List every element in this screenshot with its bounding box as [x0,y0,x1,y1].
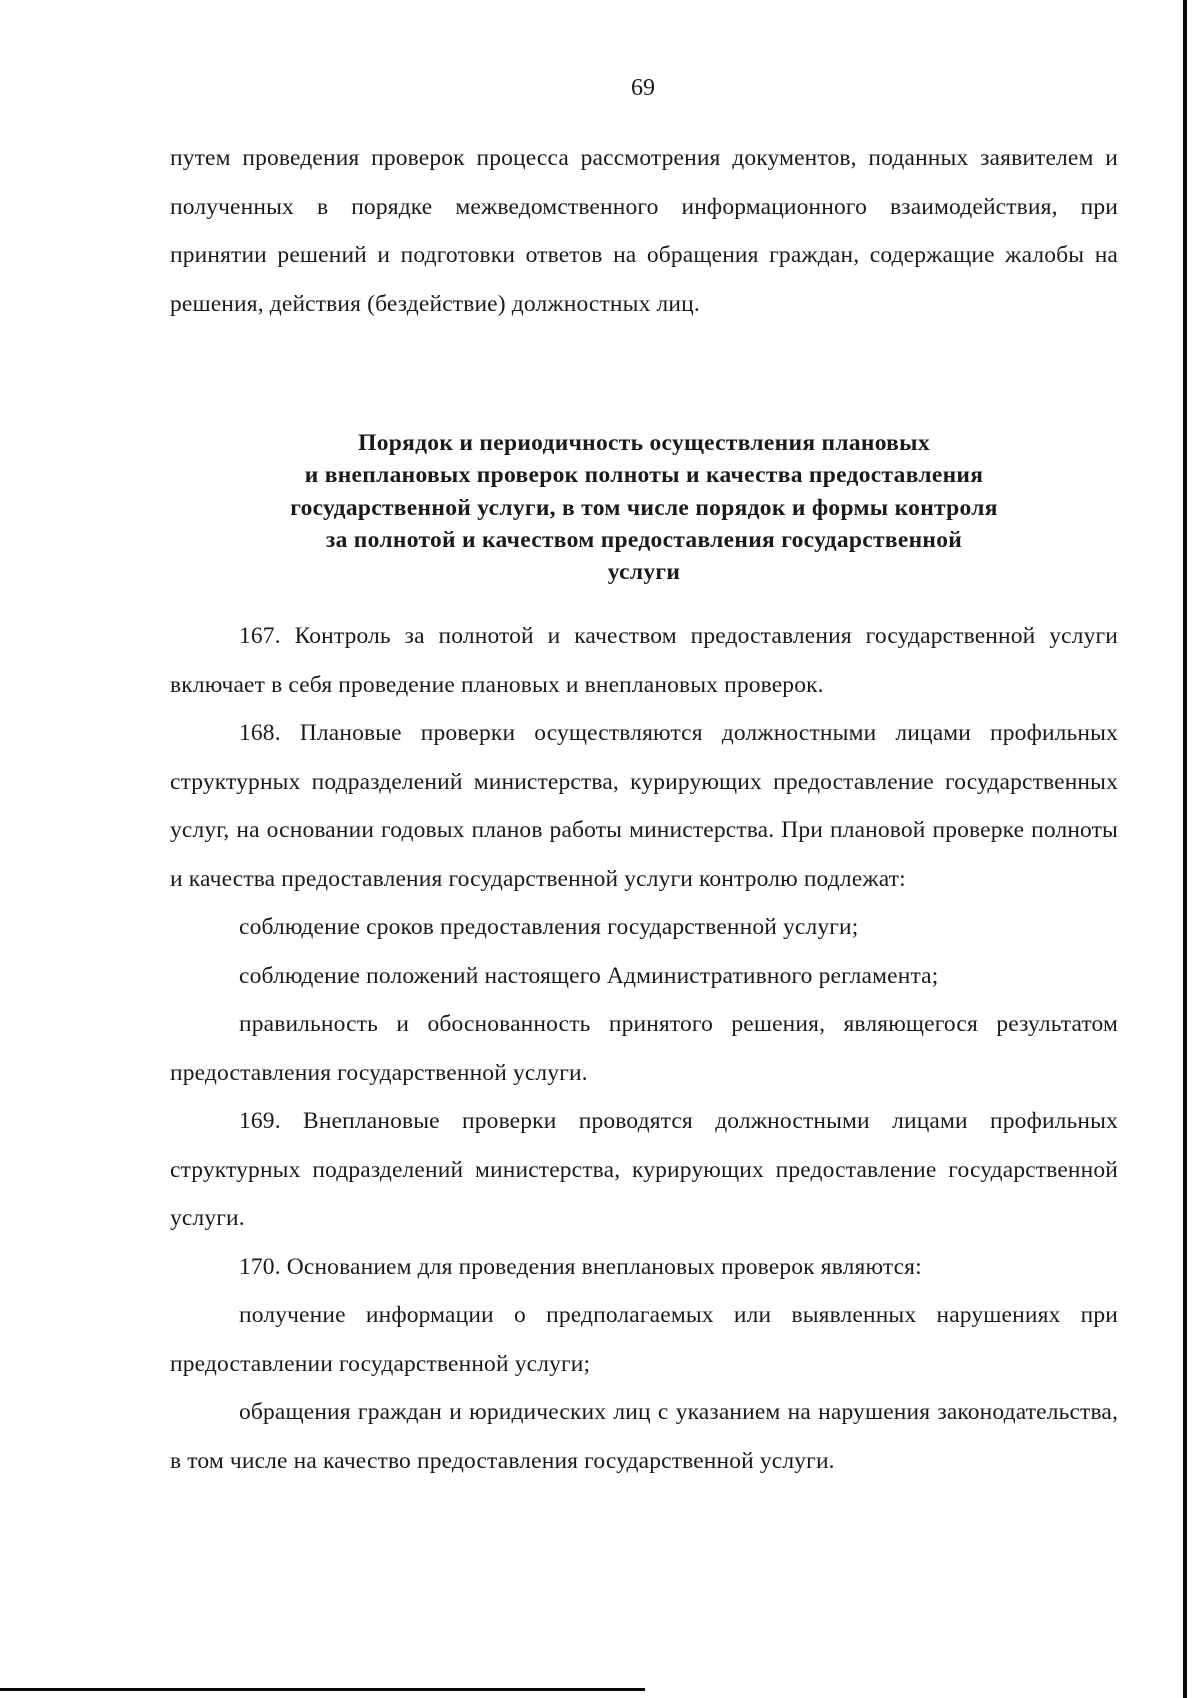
heading-line: и внеплановых проверок полноты и качества предоставления [304,462,984,489]
section-body [170,612,1118,1485]
heading-line: государственной услуги, в том числе порядок и формы контроля [290,494,998,521]
page-bottom-border [0,1688,645,1691]
paragraph-168: 168. Плановые проверки осуществляются должностными лицами профильных структурных подразделений министерства, курирующих предоставление государственных услуг, на основании годовых планов работы министерства. При плановой проверке полноты и качества предоставления государственной услуги контролю подлежат: [170,720,1118,892]
section-heading-text [170,427,1118,588]
page-right-border [1183,0,1187,1698]
list-item-regulation: соблюдение положений настоящего Административного регламента; [239,962,939,989]
intro-paragraph: путем проведения проверок процесса рассмотрения документов, поданных заявителем и полученных в порядке межведомственного информационного взаимодействия, при принятии решений и подготовки ответов на обращения граждан, содержащие жалобы на решения, действия (бездействие) должностных лиц. [170,145,1118,317]
page-number: 69 [631,75,655,101]
list-item-deadlines: соблюдение сроков предоставления государственной услуги; [239,914,859,940]
heading-line: Порядок и периодичность осуществления плановых [358,430,930,456]
paragraph-169: 169. Внеплановые проверки проводятся должностными лицами профильных структурных подразделений министерства, курирующих предоставление государственной услуги. [170,1108,1118,1231]
list-item-citizen-appeals: обращения граждан и юридических лиц с указанием на нарушения законодательства, в том числе на качество предоставления государственной услуги. [170,1399,1118,1474]
paragraph-170: 170. Основанием для проведения внеплановых проверок являются: [239,1253,922,1280]
intro-block [170,134,1118,328]
list-item-decision: правильность и обоснованность принятого решения, являющегося результатом предоставления государственной услуги. [170,1011,1118,1086]
paragraph-167: 167. Контроль за полнотой и качеством предоставления государственной услуги включает в себя проведение плановых и внеплановых проверок. [170,623,1118,698]
list-item-violations-info: получение информации о предполагаемых или выявленных нарушениях при предоставлении государственной услуги; [170,1302,1118,1377]
heading-line: услуги [607,559,681,586]
section-heading [170,427,1118,588]
heading-line: за полнотой и качеством предоставления государственной [325,526,963,553]
